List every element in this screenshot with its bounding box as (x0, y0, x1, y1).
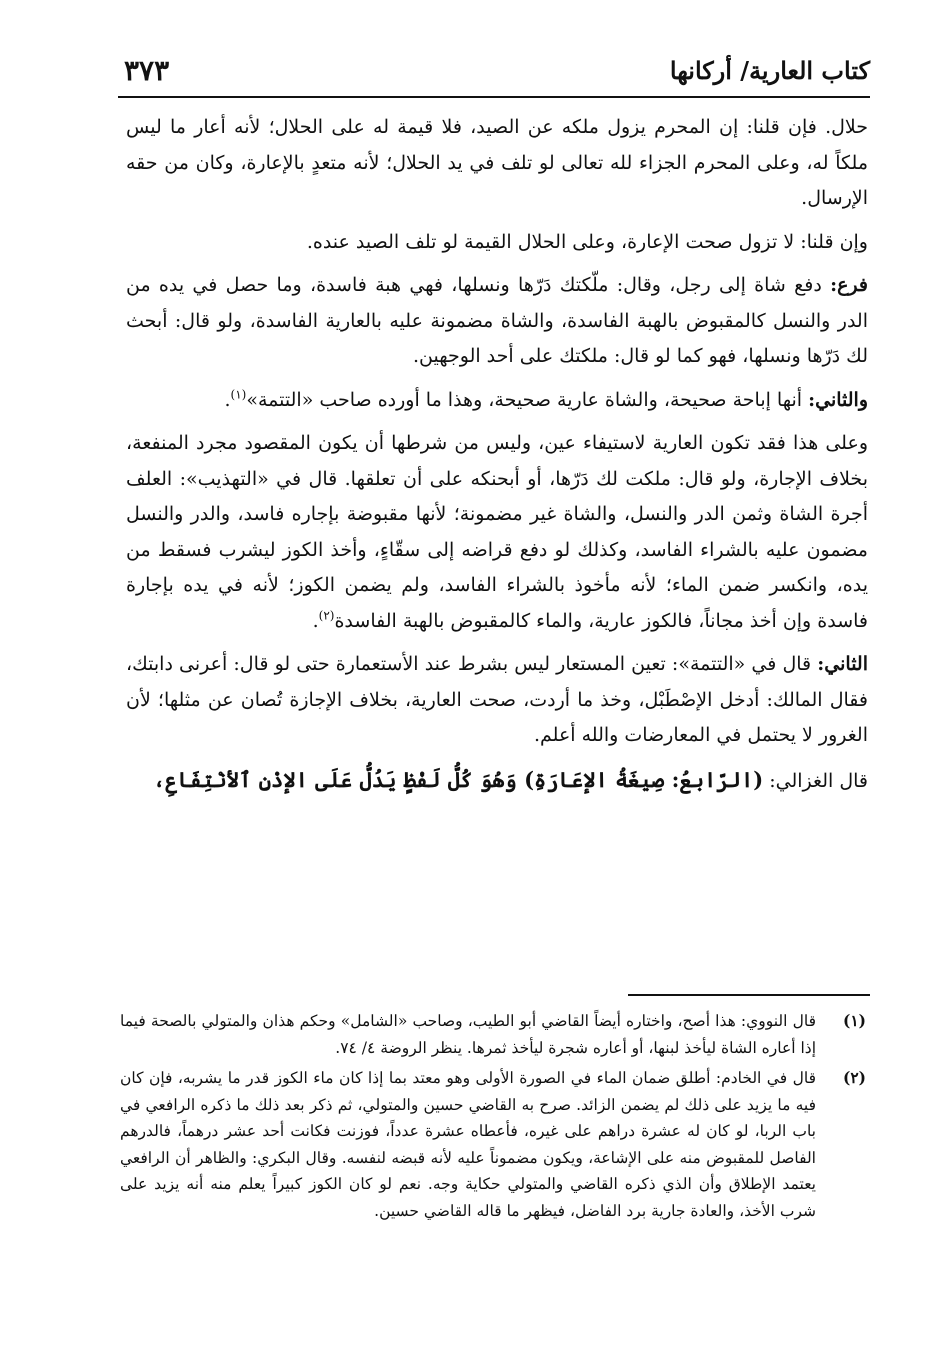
footnote-1-number: (١) (842, 1011, 866, 1030)
main-text (126, 110, 868, 807)
footnote-separator (628, 994, 870, 996)
paragraph-5 (126, 426, 868, 639)
footnote-ref-2: (٢) (318, 608, 335, 623)
paragraph-6 (126, 647, 868, 754)
paragraph-3-lead: فرع: (830, 274, 868, 296)
paragraph-3 (126, 268, 868, 375)
page-number: ٣٧٣ (124, 54, 170, 87)
footnote-2-text: قال في الخادم: أطلق ضمان الماء في الصورة الأولى وهو معتد بما إذا كان ماء الكوز قدر ما يشربه، فإن كان فيه ما يزيد على ذلك لم يضمن الزائد. صرح به القاضي حسين والمتولي، ثم ذكر بعد ذلك ما ذكره الرافعي في باب الربا، لو كان له عشرة دراهم على غيره، فأعطاه عشرة عدداً، فوزنت فكانت أحد عشر درهماً، فالدرهم الفاصل للمقبوض منه على الإشاعة، ويكون مضموناً عليه لأنه قبضه لنفسه. وقال البكري: والظاهر أن الرافعي يعتمد الإطلاق وأن الذي ذكره القاضي والمتولي حكاية وجه. نعم لو كان الكوز كبيراً يعلم منه أنه يزيد على شرب الأخذ، والعادة جارية برد الفاضل، فيظهر ما قاله القاضي حسين. (120, 1069, 816, 1220)
paragraph-4-end: . (224, 388, 231, 411)
footnote-1 (120, 1008, 870, 1061)
paragraph-4-lead: والثاني: (808, 388, 868, 411)
paragraph-2 (126, 225, 868, 261)
paragraph-3-text: دفع شاة إلى رجل، وقال: ملّكتك دَرّها ونسلها، فهي هبة فاسدة، وما حصل في يده من الدر والنسل كالمقبوض بالهبة الفاسدة، والشاة مضمونة عليه بالعارية الفاسدة، ولو قال: أبحث لك دَرّها ونسلها، فهو كما لو قال: ملكتك على أحد الوجهين. (126, 274, 868, 367)
paragraph-6-lead: الثاني: (817, 653, 868, 675)
paragraph-5-end: . (312, 609, 319, 632)
paragraph-7 (126, 762, 868, 800)
paragraph-4-text: أنها إباحة صحيحة، والشاة عارية صحيحة، وهذا ما أورده صاحب «التتمة» (246, 388, 803, 411)
paragraph-1-text: حلال. فإن قلنا: إن المحرم يزول ملكه عن الصيد، فلا قيمة له على الحلال؛ لأنه أعار ما ليس ملكاً له، وعلى المحرم الجزاء لله تعالى لو تلف في يد الحلال؛ لأنه متعدٍ بالإعارة، وكان من حقه الإرسال. (126, 116, 868, 209)
footnote-ref-1: (١) (230, 387, 247, 402)
running-title: كتاب العارية/ أركانها (669, 56, 870, 85)
paragraph-4 (126, 383, 868, 419)
footnotes (120, 1008, 870, 1228)
page-header (118, 50, 870, 94)
header-rule (118, 96, 870, 98)
paragraph-7-intro: قال الغزالي: (769, 769, 868, 792)
ghazali-quote: (الرّابعُ: صِيغَةُ الإعَارَةِ) وَهُوَ كُلُّ لَفْظٍ يَدُلُّ عَلَى الإذْنِ ٱلأنْتِفَاعِ، (152, 766, 764, 792)
footnote-2-number: (٢) (842, 1068, 866, 1087)
footnote-1-text: قال النووي: هذا أصح، واختاره أيضاً القاضي أبو الطيب، وصاحب «الشامل» وحكم هذان والمتولي بالصحة فيما إذا أعاره الشاة ليأخذ لبنها، أو أعاره شجرة ليأخذ ثمرها. ينظر الروضة ٤/ ٧٤. (120, 1012, 816, 1057)
paragraph-2-text: وإن قلنا: لا تزول صحت الإعارة، وعلى الحلال القيمة لو تلف الصيد عنده. (306, 230, 868, 253)
paragraph-6-text: قال في «التتمة»: تعين المستعار ليس بشرط عند الأستعمارة حتى لو قال: أعرنى دابتك، فقال المالك: أدخل الإصْطَبْل، وخذ ما أردت، صحت العارية، بخلاف الإجازة تُصان عن مثلها؛ لأن الغرور لا يحتمل في المعارضات والله أعلم. (126, 653, 869, 746)
paragraph-5-text: وعلى هذا فقد تكون العارية لاستيفاء عين، وليس من شرطها أن يكون المقصود مجرد المنفعة، بخلاف الإجارة، ولو قال: ملكت لك دَرّها، أو أبحنكه على أن تعلقها. قال في «التهذيب»: العلف أجرة الشاة وثمن الدر والنسل، والشاة غير مضمونة؛ لأنها مقبوضة بإجاره فاسد، والدر والنسل مضمون عليه بالشراء الفاسد، وكذلك لو دفع قراضه إلى سقّاءٍ، وأخذ الكوز ليشرب فسقط من يده، وانكسر ضمن الماء؛ لأنه مأخوذ بالشراء الفاسد، ولم يضمن الكوز؛ لأنه في يده بإجارة فاسدة وإن أخذ مجاناً، فالكوز عارية، والماء كالمقبوض بالهبة الفاسدة (126, 432, 868, 632)
footnote-2 (120, 1065, 870, 1224)
paragraph-1 (126, 110, 868, 217)
